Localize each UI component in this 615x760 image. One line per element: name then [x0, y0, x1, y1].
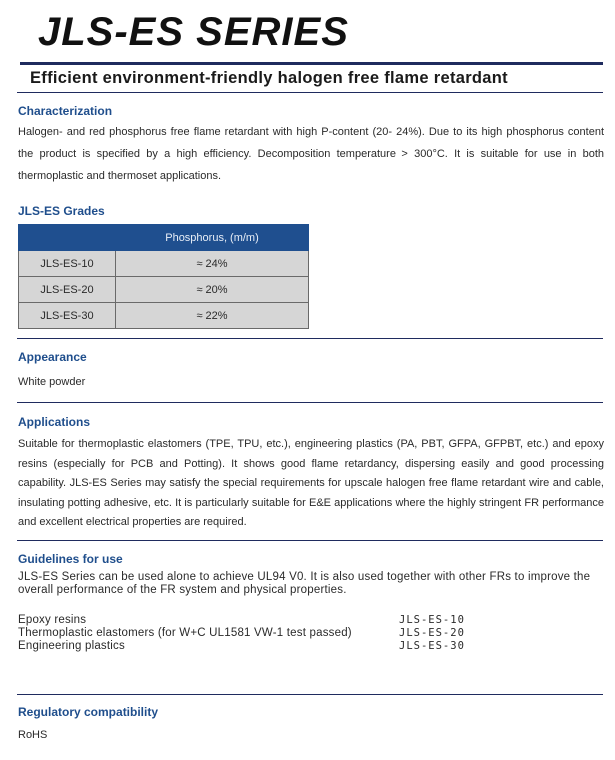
phosphorus-cell: ≈ 24%	[116, 251, 309, 277]
table-row	[19, 303, 309, 329]
guidelines-text: JLS-ES Series can be used alone to achieve UL94 V0. It is also used together with other FRs to improve the overall performance of the FR system and physical properties.	[18, 571, 591, 596]
applications-heading: Applications	[18, 415, 91, 429]
phosphorus-column-header: Phosphorus, (m/m)	[116, 225, 309, 251]
regulatory-text: RoHS	[18, 729, 48, 741]
grades-heading: JLS-ES Grades	[18, 204, 105, 218]
phosphorus-cell: ≈ 22%	[116, 303, 309, 329]
regulatory-heading: Regulatory compatibility	[18, 705, 159, 719]
section-divider	[17, 338, 603, 339]
characterization-text: Halogen- and red phosphorus free flame retardant with high P-content (20- 24%). Due to its high phosphorus content the product is specified by a high efficiency. Decomposition temperature > 300°C. It is suitable for use in both thermoplastic and thermoset applications.	[18, 126, 604, 182]
table-row	[19, 277, 309, 303]
table-row	[19, 251, 309, 277]
guideline-grade: JLS-ES-10	[399, 614, 465, 626]
grade-cell: JLS-ES-20	[19, 277, 116, 303]
guidelines-heading: Guidelines for use	[18, 552, 123, 566]
grade-cell: JLS-ES-30	[19, 303, 116, 329]
guideline-grade: JLS-ES-20	[399, 627, 465, 639]
applications-text: Suitable for thermoplastic elastomers (TPE, TPU, etc.), engineering plastics (PA, PBT, GFPA, GFPBT, etc.) and epoxy resins (especially for PCB and Potting). It shows good flame retardancy, dispersing easily and good processing capability. JLS-ES Series may satisfy the special requirements for upscale halogen free flame retardant wire and cable, insulating potting adhesive, etc. It is particularly suitable for E&E applications where the highly stringent FR performance and excellent electrical properties are required.	[18, 438, 604, 528]
section-divider	[17, 694, 603, 695]
guideline-application: Engineering plastics	[18, 640, 125, 652]
grades-table	[18, 224, 309, 329]
guideline-application: Epoxy resins	[18, 614, 87, 626]
page-title: JLS-ES SERIES	[38, 10, 349, 54]
page-subtitle: Efficient environment-friendly halogen free flame retardant	[30, 69, 508, 87]
guideline-grade: JLS-ES-30	[399, 640, 465, 652]
section-divider	[17, 540, 603, 541]
grades-header-blank	[19, 225, 116, 251]
grade-cell: JLS-ES-10	[19, 251, 116, 277]
subtitle-divider	[17, 92, 603, 93]
title-divider	[20, 62, 603, 65]
appearance-heading: Appearance	[18, 350, 87, 364]
guideline-application: Thermoplastic elastomers (for W+C UL1581 VW-1 test passed)	[18, 627, 352, 639]
phosphorus-cell: ≈ 20%	[116, 277, 309, 303]
grades-table-header-row	[19, 225, 309, 251]
appearance-text: White powder	[18, 376, 86, 388]
characterization-heading: Characterization	[18, 104, 113, 118]
section-divider	[17, 402, 603, 403]
